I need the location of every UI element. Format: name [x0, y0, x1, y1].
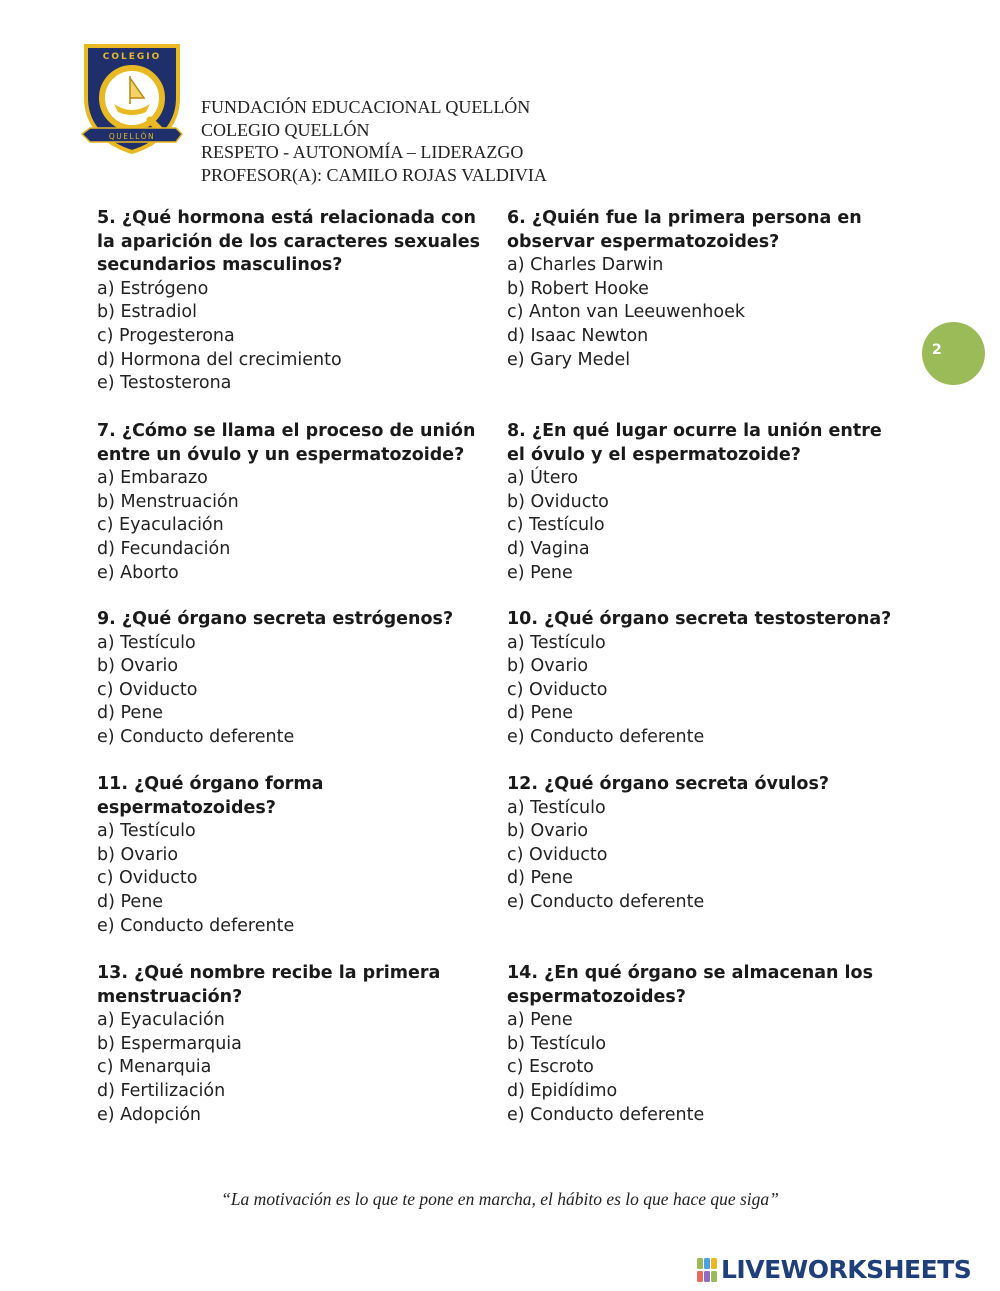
answer-option: e) Conducto deferente — [97, 915, 295, 936]
answer-option: c) Progesterona — [97, 325, 235, 346]
answer-option: a) Testículo — [97, 632, 196, 653]
question-8 — [507, 420, 897, 585]
question-title: 12. ¿Qué órgano secreta óvulos? — [507, 774, 830, 794]
answer-option: b) Ovario — [507, 656, 589, 677]
answer-option: b) Ovario — [97, 844, 179, 865]
page-number-badge: 2 — [922, 322, 985, 385]
answer-option: e) Conducto deferente — [507, 891, 705, 912]
question-9 — [97, 608, 487, 750]
answer-option: e) Pene — [507, 562, 573, 583]
answer-option: c) Escroto — [507, 1057, 594, 1078]
answer-option: c) Anton van Leeuwenhoek — [507, 302, 745, 323]
answer-option: c) Oviducto — [97, 868, 198, 889]
answer-option: e) Adopción — [97, 1104, 202, 1125]
question-title: 7. ¿Cómo se llama el proceso de unión entre un óvulo y un espermatozoide? — [97, 421, 476, 465]
answer-option: a) Pene — [507, 1010, 573, 1031]
header-values: RESPETO - AUTONOMÍA – LIDERAZGO — [201, 142, 524, 163]
answer-option: b) Ovario — [97, 656, 179, 677]
answer-option: d) Fecundación — [97, 538, 231, 559]
answer-option: d) Isaac Newton — [507, 325, 649, 346]
question-title: 11. ¿Qué órgano forma espermatozoides? — [97, 774, 324, 818]
answer-option: a) Testículo — [507, 797, 606, 818]
school-header — [201, 96, 547, 186]
question-12 — [507, 773, 897, 915]
question-title: 8. ¿En qué lugar ocurre la unión entre el óvulo y el espermatozoide? — [507, 421, 882, 465]
answer-option: e) Conducto deferente — [507, 1104, 705, 1125]
answer-option: d) Epidídimo — [507, 1080, 618, 1101]
question-10 — [507, 608, 897, 750]
school-logo — [80, 42, 184, 156]
answer-option: b) Testículo — [507, 1033, 607, 1054]
liveworksheets-wordmark: LIVEWORKSHEETS — [721, 1255, 972, 1284]
header-foundation: FUNDACIÓN EDUCACIONAL QUELLÓN — [201, 97, 531, 117]
answer-option: e) Conducto deferente — [507, 726, 705, 747]
header-teacher: PROFESOR(A): CAMILO ROJAS VALDIVIA — [201, 164, 547, 185]
question-title: 5. ¿Qué hormona está relacionada con la aparición de los caracteres sexuales secundarios masculinos? — [97, 208, 481, 276]
question-title: 13. ¿Qué nombre recibe la primera menstruación? — [97, 963, 441, 1007]
answer-option: c) Eyaculación — [97, 515, 224, 536]
answer-option: e) Conducto deferente — [97, 726, 295, 747]
answer-option: d) Pene — [97, 703, 164, 724]
answer-option: e) Aborto — [97, 562, 179, 583]
header-school: COLEGIO QUELLÓN — [201, 119, 370, 140]
answer-option: d) Hormona del crecimiento — [97, 349, 342, 370]
answer-option: a) Charles Darwin — [507, 255, 664, 276]
question-title: 6. ¿Quién fue la primera persona en observar espermatozoides? — [507, 208, 862, 252]
answer-option: c) Oviducto — [97, 679, 198, 700]
motivational-quote: “La motivación es lo que te pone en marcha, el hábito es lo que hace que siga” — [221, 1189, 779, 1209]
liveworksheets-brand[interactable] — [697, 1255, 971, 1284]
answer-option: c) Testículo — [507, 515, 605, 536]
answer-option: a) Estrógeno — [97, 278, 209, 299]
question-7 — [97, 420, 487, 585]
answer-option: a) Embarazo — [97, 468, 208, 489]
answer-option: d) Vagina — [507, 538, 590, 559]
answer-option: e) Gary Medel — [507, 349, 631, 370]
answer-option: a) Testículo — [97, 821, 196, 842]
question-6 — [507, 207, 897, 372]
question-title: 10. ¿Qué órgano secreta testosterona? — [507, 609, 892, 629]
answer-option: a) Eyaculación — [97, 1010, 225, 1031]
liveworksheets-logo-icon — [697, 1258, 719, 1282]
answer-option: c) Menarquia — [97, 1057, 212, 1078]
question-title: 14. ¿En qué órgano se almacenan los espermatozoides? — [507, 963, 873, 1007]
answer-option: b) Espermarquia — [97, 1033, 242, 1054]
answer-option: d) Pene — [507, 703, 574, 724]
answer-option: b) Menstruación — [97, 491, 239, 512]
answer-option: c) Oviducto — [507, 679, 608, 700]
question-11 — [97, 773, 487, 938]
svg-text:QUELLÓN: QUELLÓN — [108, 132, 156, 141]
answer-option: b) Robert Hooke — [507, 278, 649, 299]
answer-option: d) Pene — [507, 868, 574, 889]
answer-option: c) Oviducto — [507, 844, 608, 865]
answer-option: a) Útero — [507, 468, 579, 489]
answer-option: d) Pene — [97, 891, 164, 912]
answer-option: b) Oviducto — [507, 491, 609, 512]
question-5 — [97, 207, 487, 396]
answer-option: b) Estradiol — [97, 302, 197, 323]
answer-option: a) Testículo — [507, 632, 606, 653]
answer-option: e) Testosterona — [97, 373, 232, 394]
question-title: 9. ¿Qué órgano secreta estrógenos? — [97, 609, 454, 629]
question-13 — [97, 962, 487, 1127]
answer-option: d) Fertilización — [97, 1080, 226, 1101]
svg-text:COLEGIO: COLEGIO — [102, 52, 162, 62]
answer-option: b) Ovario — [507, 821, 589, 842]
question-14 — [507, 962, 897, 1127]
